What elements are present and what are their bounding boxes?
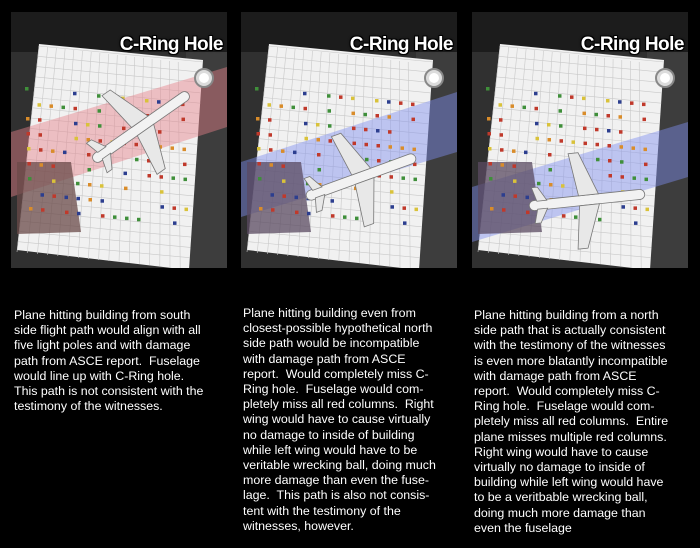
column-marker	[609, 174, 613, 178]
column-marker	[271, 193, 275, 197]
column-marker	[41, 208, 45, 212]
column-marker	[63, 151, 67, 155]
column-marker	[534, 92, 538, 96]
column-marker	[317, 153, 321, 157]
caption-south-path: Plane hitting building from south side flight path would align with all five light poles and with damage path from ASCE report. Fuselage would line up with C-Ring hole. This path is not consistent with the testimony of the witnesses.	[14, 308, 204, 414]
column-marker	[295, 211, 299, 215]
column-marker	[75, 137, 79, 141]
column-marker	[390, 190, 394, 194]
column-marker	[256, 117, 260, 121]
column-marker	[122, 127, 126, 131]
column-marker	[257, 147, 261, 151]
column-marker	[305, 137, 309, 141]
column-marker	[258, 177, 262, 181]
column-marker	[281, 149, 285, 153]
column-marker	[40, 163, 44, 167]
column-marker	[101, 199, 105, 203]
column-marker	[582, 97, 586, 101]
column-marker	[39, 133, 43, 137]
column-marker	[148, 174, 152, 178]
column-marker	[401, 146, 405, 150]
column-marker	[549, 183, 553, 187]
column-marker	[124, 172, 128, 176]
column-marker	[351, 97, 355, 101]
column-marker	[270, 163, 274, 167]
damaged-zone	[247, 162, 311, 234]
column-marker	[173, 221, 177, 225]
column-marker	[642, 103, 646, 107]
column-marker	[317, 138, 321, 142]
column-marker	[595, 128, 599, 132]
column-marker	[316, 123, 320, 127]
column-marker	[183, 148, 187, 152]
column-marker	[137, 218, 141, 222]
column-marker	[547, 123, 551, 127]
column-marker	[26, 117, 30, 121]
column-marker	[269, 148, 273, 152]
caption-close-north-path: Plane hitting building even from closest-possible hypothetical north side path would be incompatible with damage path from ASCE report. Would completely miss C- Ring hole. Fuselage would com- pletely miss all red columns. Right wing would have to cause virtually no damage to inside of building while left wing would have to be veritable wrecking ball, doing much more damage than even the fuse- lage. This path is also not consis- tent with the testimony of the witnesses, however.	[243, 306, 436, 533]
column-marker	[415, 208, 419, 212]
column-marker	[295, 196, 299, 200]
column-marker	[135, 158, 139, 162]
column-marker	[634, 206, 638, 210]
column-marker	[377, 159, 381, 163]
diagram-panel-witness-north-path	[472, 12, 688, 268]
column-marker	[411, 103, 415, 107]
column-marker	[644, 148, 648, 152]
column-marker	[608, 159, 612, 163]
column-marker	[38, 118, 42, 122]
column-marker	[271, 208, 275, 212]
column-marker	[52, 164, 56, 168]
column-marker	[559, 124, 563, 128]
column-marker	[41, 193, 45, 197]
column-marker	[73, 92, 77, 96]
column-marker	[27, 132, 31, 136]
column-marker	[65, 196, 69, 200]
column-marker	[595, 113, 599, 117]
column-marker	[101, 214, 105, 218]
column-marker	[489, 177, 493, 181]
column-marker	[328, 124, 332, 128]
column-marker	[584, 142, 588, 146]
column-marker	[388, 115, 392, 119]
column-marker	[646, 208, 650, 212]
column-marker	[488, 147, 492, 151]
column-marker	[412, 118, 416, 122]
column-marker	[644, 163, 648, 167]
column-marker	[88, 168, 92, 172]
column-marker	[74, 122, 78, 126]
column-marker	[562, 214, 566, 218]
column-marker	[487, 117, 491, 121]
column-marker	[376, 129, 380, 133]
column-marker	[387, 100, 391, 104]
column-marker	[331, 199, 335, 203]
column-marker	[280, 104, 284, 108]
column-marker	[389, 145, 393, 149]
column-marker	[365, 158, 369, 162]
column-marker	[535, 122, 539, 126]
column-marker	[512, 149, 516, 153]
column-marker	[488, 132, 492, 136]
column-marker	[331, 214, 335, 218]
column-marker	[282, 164, 286, 168]
column-marker	[259, 207, 263, 211]
column-marker	[182, 118, 186, 122]
column-marker	[583, 127, 587, 131]
column-marker	[268, 103, 272, 107]
column-marker	[526, 196, 530, 200]
column-marker	[88, 183, 92, 187]
column-marker	[304, 122, 308, 126]
column-marker	[524, 151, 528, 155]
column-marker	[548, 138, 552, 142]
column-marker	[501, 163, 505, 167]
column-marker	[172, 176, 176, 180]
column-marker	[364, 113, 368, 117]
column-marker	[633, 176, 637, 180]
column-marker	[618, 100, 622, 104]
column-marker	[135, 143, 139, 147]
column-marker	[39, 148, 43, 152]
column-marker	[329, 139, 333, 143]
column-marker	[258, 162, 262, 166]
column-marker	[548, 153, 552, 157]
column-marker	[29, 207, 33, 211]
caption-witness-north-path: Plane hitting building from a north side path that is actually consistent with the testimony of the witnesses is even more blatantly incompatible with damage path from ASCE report. Would completely miss C- Ring hole. Fuselage would com- pletely miss all red columns. Entire plane misses multiple red columns. Right wing would have to cause virtually no damage to inside of building while left wing would have to be a veritbable wrecking ball, doing much more damage than even the fuselage	[474, 308, 669, 535]
column-marker	[608, 144, 612, 148]
column-marker	[27, 147, 31, 151]
column-marker	[353, 142, 357, 146]
column-marker	[307, 212, 311, 216]
column-marker	[561, 184, 565, 188]
column-marker	[328, 109, 332, 113]
column-marker	[596, 143, 600, 147]
column-marker	[184, 178, 188, 182]
column-marker	[536, 137, 540, 141]
column-marker	[293, 151, 297, 155]
column-marker	[38, 103, 42, 107]
column-marker	[513, 179, 517, 183]
column-marker	[526, 211, 530, 215]
c-ring-hole-label: C-Ring Hole	[119, 34, 223, 55]
column-marker	[570, 95, 574, 99]
column-marker	[89, 198, 93, 202]
column-marker	[185, 208, 189, 212]
column-marker	[388, 130, 392, 134]
column-marker	[486, 87, 490, 91]
column-marker	[596, 158, 600, 162]
column-marker	[619, 130, 623, 134]
column-marker	[390, 175, 394, 179]
column-marker	[535, 107, 539, 111]
column-marker	[86, 123, 90, 127]
column-marker	[113, 215, 117, 219]
column-marker	[574, 215, 578, 219]
column-marker	[145, 99, 149, 103]
column-marker	[399, 101, 403, 105]
column-marker	[171, 146, 175, 150]
column-marker	[583, 112, 587, 116]
column-marker	[643, 118, 647, 122]
column-marker	[598, 218, 602, 222]
column-marker	[161, 205, 165, 209]
column-marker	[489, 162, 493, 166]
column-marker	[303, 92, 307, 96]
column-marker	[87, 153, 91, 157]
column-marker	[514, 194, 518, 198]
column-marker	[632, 146, 636, 150]
column-marker	[376, 114, 380, 118]
column-marker	[558, 94, 562, 98]
column-marker	[62, 106, 66, 110]
column-marker	[65, 211, 69, 215]
column-marker	[621, 175, 625, 179]
column-marker	[268, 118, 272, 122]
column-marker	[77, 197, 81, 201]
column-marker	[499, 118, 503, 122]
column-marker	[523, 106, 527, 110]
column-marker	[490, 207, 494, 211]
column-marker	[160, 175, 164, 179]
column-marker	[339, 95, 343, 99]
column-marker	[343, 215, 347, 219]
column-marker	[645, 178, 649, 182]
diagram-panel-south-path	[11, 12, 227, 268]
column-marker	[619, 115, 623, 119]
column-marker	[50, 104, 54, 108]
column-marker	[620, 145, 624, 149]
column-marker	[502, 208, 506, 212]
column-marker	[327, 94, 331, 98]
column-marker	[500, 133, 504, 137]
column-marker	[25, 87, 29, 91]
column-marker	[572, 140, 576, 144]
column-marker	[160, 190, 164, 194]
column-marker	[125, 217, 129, 221]
column-marker	[502, 193, 506, 197]
column-marker	[402, 176, 406, 180]
column-marker	[377, 144, 381, 148]
column-marker	[282, 179, 286, 183]
column-marker	[549, 168, 553, 172]
column-marker	[76, 182, 80, 186]
column-marker	[28, 177, 32, 181]
column-marker	[99, 139, 103, 143]
column-marker	[607, 114, 611, 118]
diagram-panel-close-north-path	[241, 12, 457, 268]
column-marker	[634, 221, 638, 225]
column-marker	[77, 212, 81, 216]
column-marker	[365, 143, 369, 147]
column-marker	[53, 194, 57, 198]
column-marker	[52, 179, 56, 183]
column-marker	[537, 182, 541, 186]
column-marker	[513, 164, 517, 168]
c-ring-hole-label: C-Ring Hole	[580, 34, 684, 55]
column-marker	[318, 168, 322, 172]
column-marker	[158, 130, 162, 134]
column-marker	[124, 187, 128, 191]
column-marker	[500, 148, 504, 152]
column-marker	[51, 149, 55, 153]
column-marker	[355, 217, 359, 221]
column-marker	[157, 100, 161, 104]
column-marker	[304, 107, 308, 111]
column-marker	[352, 127, 356, 131]
column-marker	[100, 184, 104, 188]
column-marker	[560, 139, 564, 143]
damaged-zone	[17, 162, 81, 234]
column-marker	[414, 178, 418, 182]
column-marker	[607, 129, 611, 133]
c-ring-hole-label: C-Ring Hole	[349, 34, 453, 55]
column-marker	[391, 205, 395, 209]
column-marker	[511, 104, 515, 108]
column-marker	[257, 132, 261, 136]
column-marker	[292, 106, 296, 110]
column-marker	[364, 128, 368, 132]
column-marker	[606, 99, 610, 103]
column-marker	[630, 101, 634, 105]
column-marker	[28, 162, 32, 166]
column-marker	[559, 109, 563, 113]
column-marker	[183, 163, 187, 167]
column-marker	[97, 94, 101, 98]
column-marker	[403, 206, 407, 210]
column-marker	[255, 87, 259, 91]
column-marker	[403, 221, 407, 225]
column-marker	[499, 103, 503, 107]
column-marker	[620, 160, 624, 164]
column-marker	[375, 99, 379, 103]
damaged-zone	[478, 162, 542, 234]
column-marker	[173, 206, 177, 210]
column-marker	[283, 194, 287, 198]
column-marker	[74, 107, 78, 111]
column-marker	[98, 124, 102, 128]
column-marker	[269, 133, 273, 137]
column-marker	[352, 112, 356, 116]
column-marker	[622, 205, 626, 209]
column-marker	[98, 109, 102, 113]
column-marker	[413, 148, 417, 152]
